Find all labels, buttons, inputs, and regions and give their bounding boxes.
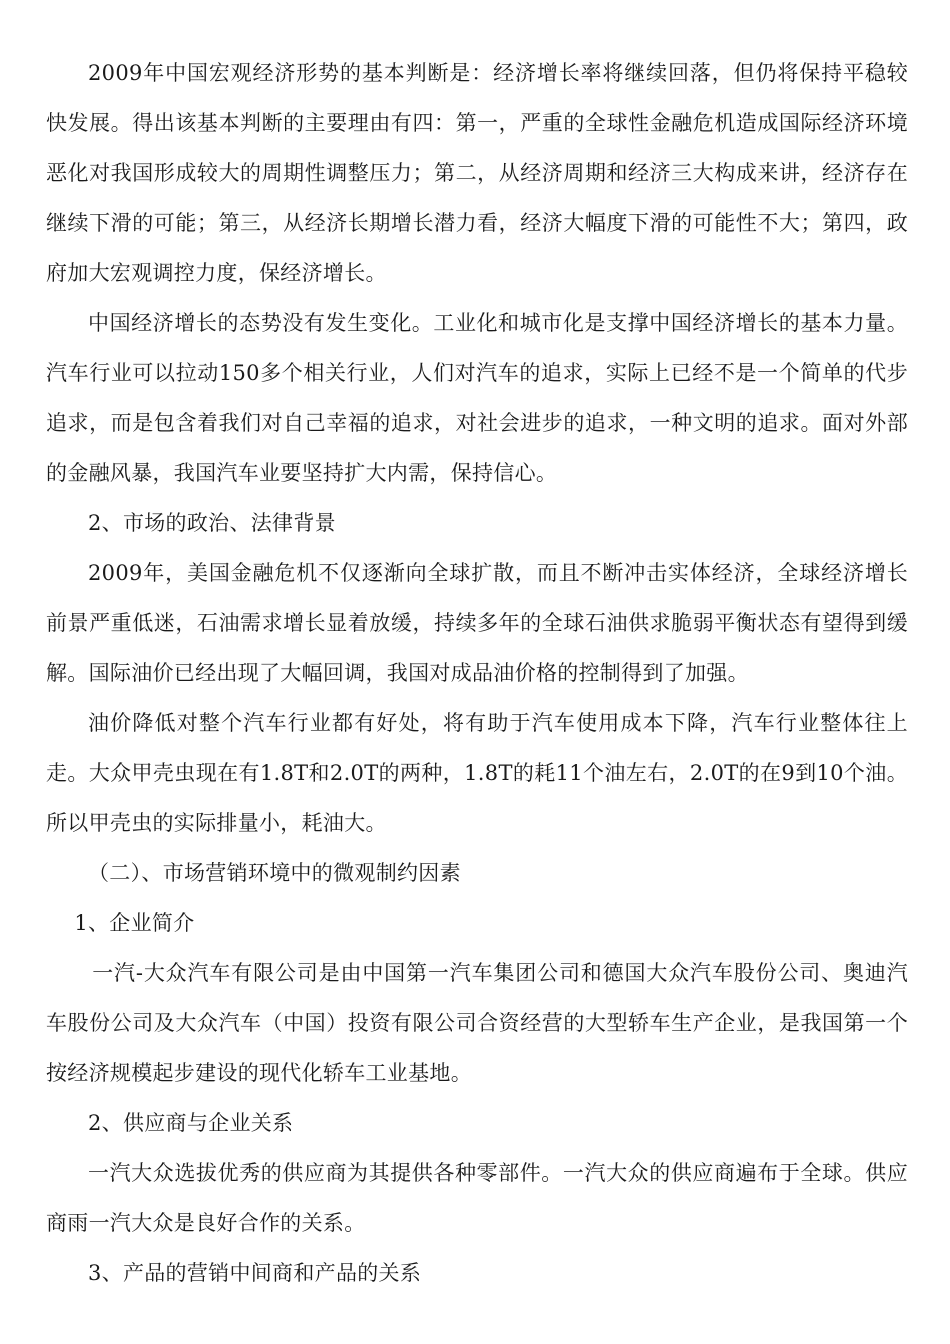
paragraph-company-intro: 一汽-大众汽车有限公司是由中国第一汽车集团公司和德国大众汽车股份公司、奥迪汽车股份公司及大众汽车（中国）投资有限公司合资经营的大型轿车生产企业，是我国第一个按经济规模起步建设的现代化轿车工业基地。 (46, 961, 908, 1085)
heading-micro-factors: （二）、市场营销环境中的微观制约因素 (88, 861, 461, 885)
paragraph-economic-growth: 中国经济增长的态势没有发生变化。工业化和城市化是支撑中国经济增长的基本力量。汽车行业可以拉动150多个相关行业，人们对汽车的追求，实际上已经不是一个简单的代步追求，而是包含着我们对自己幸福的追求，对社会进步的追求，一种文明的追求。面对外部的金融风暴，我国汽车业要坚持扩大内需，保持信心。 (46, 311, 908, 485)
heading-company-intro: 1、企业简介 (74, 911, 195, 935)
paragraph-oil-price: 油价降低对整个汽车行业都有好处，将有助于汽车使用成本下降，汽车行业整体往上走。大众甲壳虫现在有1.8T和2.0T的两种，1.8T的耗11个油左右，2.0T的在9到10个油。所以甲壳虫的实际排量小，耗油大。 (46, 711, 908, 835)
heading-supplier-relation: 2、供应商与企业关系 (88, 1111, 294, 1135)
paragraph-financial-crisis: 2009年，美国金融危机不仅逐渐向全球扩散，而且不断冲击实体经济，全球经济增长前景严重低迷，石油需求增长显着放缓，持续多年的全球石油供求脆弱平衡状态有望得到缓解。国际油价已经出现了大幅回调，我国对成品油价格的控制得到了加强。 (46, 561, 908, 685)
paragraph-macro-economy: 2009年中国宏观经济形势的基本判断是：经济增长率将继续回落，但仍将保持平稳较快发展。得出该基本判断的主要理由有四：第一，严重的全球性金融危机造成国际经济环境恶化对我国形成较大的周期性调整压力；第二，从经济周期和经济三大构成来讲，经济存在继续下滑的可能；第三，从经济长期增长潜力看，经济大幅度下滑的可能性不大；第四，政府加大宏观调控力度，保经济增长。 (46, 61, 908, 285)
paragraph-supplier: 一汽大众选拔优秀的供应商为其提供各种零部件。一汽大众的供应商遍布于全球。供应商雨一汽大众是良好合作的关系。 (46, 1161, 908, 1235)
heading-intermediaries: 3、产品的营销中间商和产品的关系 (88, 1261, 422, 1285)
heading-political-legal: 2、市场的政治、法律背景 (88, 511, 336, 535)
document-page (46, 48, 908, 1298)
